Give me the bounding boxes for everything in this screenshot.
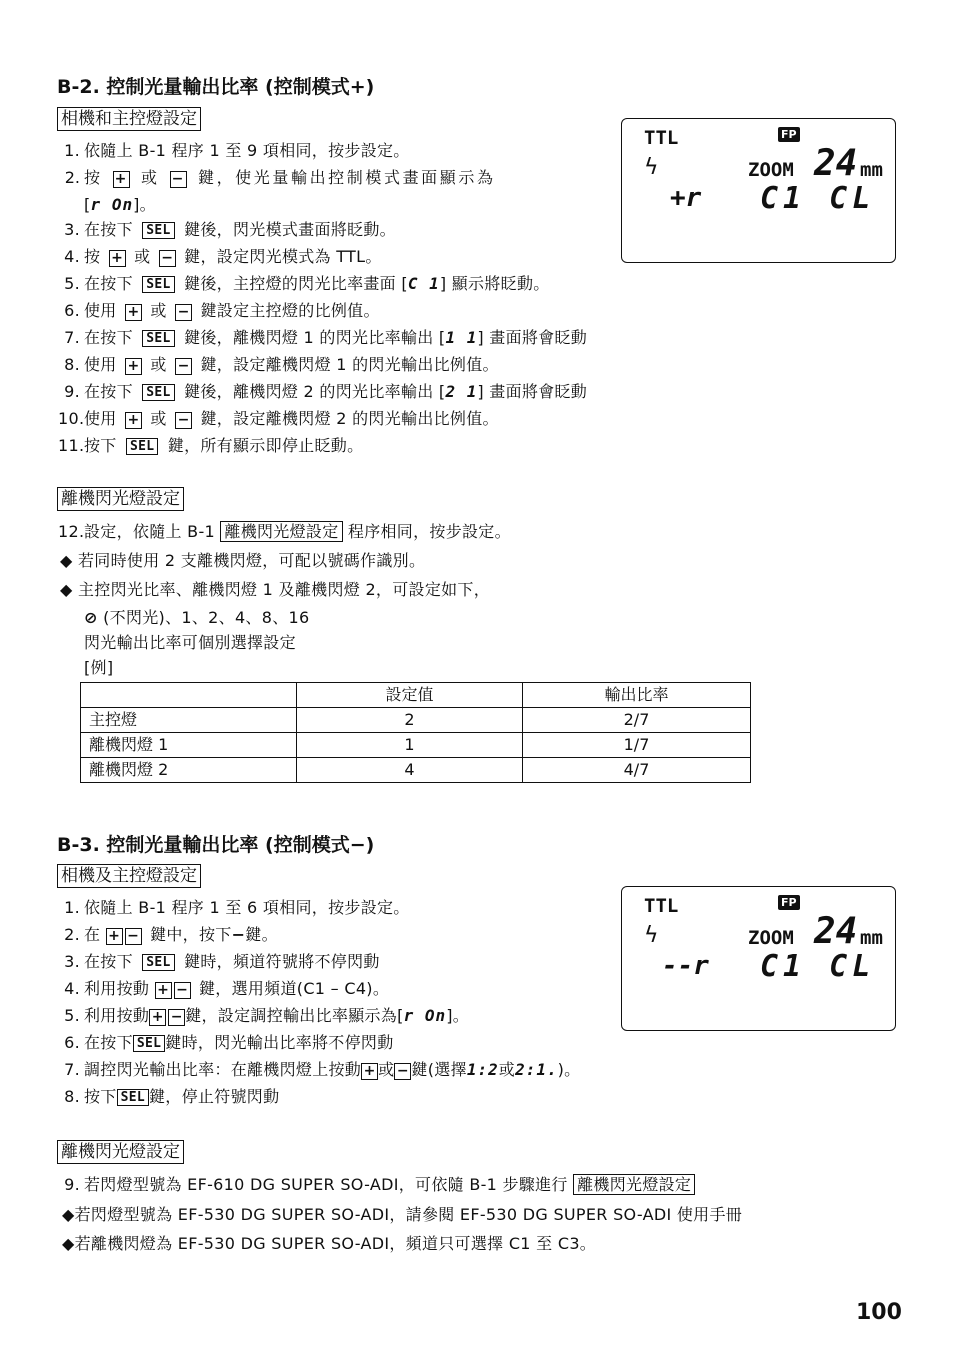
- plus-key-icon: +: [155, 982, 172, 999]
- page-number: 100: [856, 1300, 902, 1325]
- step-8: 8. 使用 + 或 − 鍵，設定離機閃燈 1 的閃光輸出比例值。: [64, 355, 499, 374]
- no-flash-icon: ⊘: [84, 608, 98, 627]
- lcd-mode: +r: [670, 183, 702, 213]
- flash-bolt-icon: ϟ: [644, 923, 659, 948]
- b3-bullet-2: ◆若離機閃燈為 EF-530 DG SUPER SO-ADI，頻道只可選擇 C1 至 C3。: [62, 1234, 597, 1253]
- lcd-zoom: ZOOM: [748, 159, 794, 181]
- sel-key-icon: SEL: [117, 1089, 149, 1106]
- camera-master-setting-box-2: 相機及主控燈設定: [57, 864, 201, 888]
- step-11: 11.按下 SEL 鍵，所有顯示即停止眨動。: [58, 436, 364, 455]
- step-10: 10.使用 + 或 − 鍵，設定離機閃燈 2 的閃光輸出比例值。: [58, 409, 499, 428]
- b3-step-9: 9. 若閃燈型號為 EF-610 DG SUPER SO-ADI，可依隨 B-1 步驟進行 離機閃光燈設定: [58, 1175, 695, 1195]
- table-row: 主控燈 2 2/7: [81, 708, 751, 733]
- plus-key-icon: +: [125, 304, 142, 321]
- lcd-fp-badge: FP: [778, 127, 800, 142]
- bullet-1: ◆ 若同時使用 2 支離機閃燈，可配以號碼作識別。: [60, 551, 426, 570]
- sel-key-icon: SEL: [142, 222, 174, 239]
- example-table: [80, 682, 751, 783]
- lcd-ttl: TTL: [644, 895, 679, 917]
- step-6: 6. 使用 + 或 − 鍵設定主控燈的比例值。: [64, 301, 380, 320]
- b3-step-4: 4. 利用按動 + − 鍵，選用頻道(C1 – C4)。: [64, 979, 390, 998]
- lcd-fp-badge: FP: [778, 895, 800, 910]
- plus-key-icon: +: [106, 928, 123, 945]
- lcd-display-minus: [621, 886, 896, 1031]
- sel-key-icon: SEL: [126, 438, 158, 455]
- table-row: 離機閃燈 2 4 4/7: [81, 758, 751, 783]
- minus-key-icon: −: [174, 982, 191, 999]
- minus-key-icon: −: [175, 412, 192, 429]
- table-header: 設定值 輸出比率: [81, 683, 751, 708]
- bullet-icon: ◆: [60, 580, 73, 599]
- remote-flash-setting-box: 離機閃光燈設定: [57, 487, 184, 511]
- minus-key-icon: −: [171, 171, 186, 187]
- plus-key-icon: +: [109, 250, 126, 267]
- bullet-icon: ◆: [62, 1234, 75, 1253]
- step-2: 2. 按 + 或 − 鍵，使光量輸出控制模式畫面顯示為: [64, 168, 496, 187]
- section-heading-b3: B-3. 控制光量輸出比率 (控制模式−): [57, 834, 375, 856]
- bullet-2: ◆ 主控閃光比率、離機閃燈 1 及離機閃燈 2，可設定如下，: [60, 580, 491, 599]
- step-7: 7. 在按下 SEL 鍵後，離機閃燈 1 的閃光比率輸出 [1 1] 畫面將會眨動: [64, 328, 588, 347]
- step-4: 4. 按 + 或 − 鍵，設定閃光模式為 TTL。: [64, 247, 382, 266]
- b3-step-3: 3. 在按下 SEL 鍵時，頻道符號將不停閃動: [64, 952, 380, 971]
- plus-key-icon: +: [361, 1063, 378, 1080]
- b3-step-5: 5. 利用按動 + − 鍵，設定調控輸出比率顯示為[r On]。: [64, 1006, 470, 1025]
- b3-step-7: 7. 調控閃光輸出比率：在離機閃燈上按動 + 或 − 鍵(選擇1:2或2:1.)。: [64, 1060, 581, 1079]
- plus-key-icon: +: [125, 358, 142, 375]
- section-heading-b2: B-2. 控制光量輸出比率 (控制模式+): [57, 76, 375, 98]
- minus-key-icon: −: [159, 250, 176, 267]
- lcd-display-plus: [621, 118, 896, 263]
- ratio-note: 閃光輸出比率可個別選擇設定: [84, 633, 296, 652]
- sel-key-icon: SEL: [142, 276, 174, 293]
- remote-flash-setting-box-2: 離機閃光燈設定: [57, 1140, 184, 1164]
- plus-key-icon: +: [149, 1009, 166, 1026]
- lcd-mm: mm: [860, 159, 883, 181]
- b3-step-1: 1. 依隨上 B-1 程序 1 至 6 項相同，按步設定。: [64, 898, 410, 917]
- lcd-zoom-value: 24: [814, 143, 858, 184]
- b3-step-8: 8. 按下 SEL 鍵，停止符號閃動: [64, 1087, 280, 1106]
- sel-key-icon: SEL: [142, 384, 174, 401]
- minus-key-icon: −: [168, 1009, 185, 1026]
- plus-key-icon: +: [114, 171, 129, 187]
- sel-key-icon: SEL: [133, 1035, 165, 1052]
- flash-bolt-icon: ϟ: [644, 155, 659, 180]
- minus-key-icon: −: [175, 358, 192, 375]
- step-12: 12.設定，依隨上 B-1 離機閃光燈設定 程序相同，按步設定。: [58, 522, 511, 541]
- lcd-ttl: TTL: [644, 127, 679, 149]
- lcd-mode: --r: [662, 951, 709, 981]
- plus-key-icon: +: [125, 412, 142, 429]
- b3-step-6: 6. 在按下 SEL 鍵時，閃光輸出比率將不停閃動: [64, 1033, 394, 1052]
- lcd-zoom-value: 24: [814, 911, 858, 952]
- b3-step-2: 2. 在 + − 鍵中，按下−鍵。: [64, 925, 278, 944]
- table-row: 離機閃燈 1 1 1/7: [81, 733, 751, 758]
- minus-key-icon: −: [125, 928, 142, 945]
- b3-bullet-1: ◆若閃燈型號為 EF-530 DG SUPER SO-ADI，請參閱 EF-530 DG SUPER SO-ADI 使用手冊: [62, 1205, 743, 1224]
- lcd-zoom: ZOOM: [748, 927, 794, 949]
- ratio-values: ⊘ (不閃光)、1、2、4、8、16: [84, 608, 310, 627]
- minus-key-icon: −: [394, 1063, 411, 1080]
- step-1: 1. 依隨上 B-1 程序 1 至 9 項相同，按步設定。: [64, 141, 410, 160]
- step-3: 3. 在按下 SEL 鍵後，閃光模式畫面將眨動。: [64, 220, 396, 239]
- step-2-cont: [r On]。: [84, 195, 156, 214]
- lcd-channel: C1 CL: [760, 949, 876, 984]
- camera-master-setting-box: 相機和主控燈設定: [57, 107, 201, 131]
- lcd-channel: C1 CL: [760, 181, 876, 216]
- step-9: 9. 在按下 SEL 鍵後，離機閃燈 2 的閃光比率輸出 [2 1] 畫面將會眨動: [64, 382, 588, 401]
- bullet-icon: ◆: [60, 551, 73, 570]
- step-5: 5. 在按下 SEL 鍵後，主控燈的閃光比率畫面 [C 1] 顯示將眨動。: [64, 274, 550, 293]
- bullet-icon: ◆: [62, 1205, 75, 1224]
- minus-key-icon: −: [175, 304, 192, 321]
- sel-key-icon: SEL: [142, 954, 174, 971]
- lcd-mm: mm: [860, 927, 883, 949]
- example-label: [例]: [84, 658, 114, 677]
- sel-key-icon: SEL: [142, 330, 174, 347]
